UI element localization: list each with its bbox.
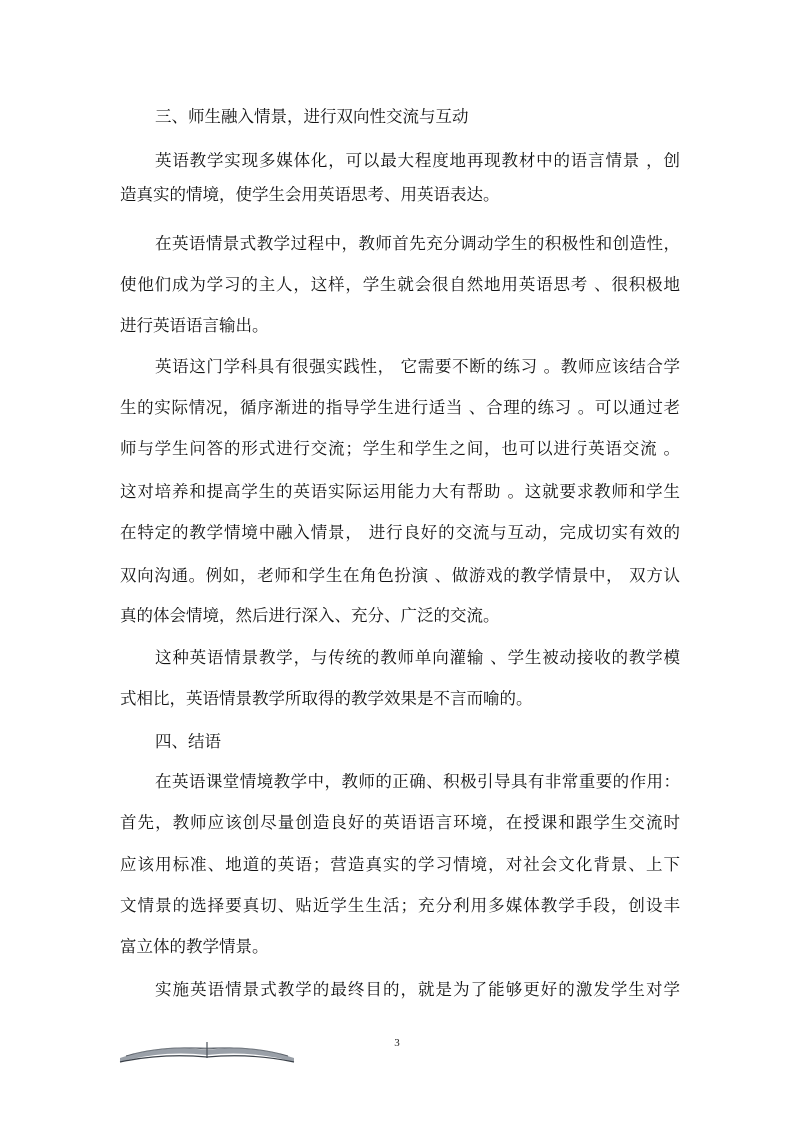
paragraph-line: 在特定的教学情境中融入情景， 进行良好的交流与互动，完成切实有效的 <box>120 523 680 542</box>
section-heading-4: 四、结语 <box>155 732 221 751</box>
section-heading-3: 三、师生融入情景，进行双向性交流与互动 <box>155 107 469 126</box>
paragraph-line: 英语这门学科具有很强实践性， 它需要不断的练习 。教师应该结合学 <box>155 357 680 376</box>
paragraph-line: 使他们成为学习的主人，这样，学生就会很自然地用英语思考 、很积极地 <box>120 275 680 294</box>
paragraph-line: 进行英语语言输出。 <box>120 316 269 335</box>
paragraph-line: 英语教学实现多媒体化，可以最大程度地再现教材中的语言情景 ，创 <box>155 151 680 170</box>
paragraph-line: 式相比，英语情景教学所取得的教学效果是不言而喻的。 <box>120 689 533 708</box>
paragraph-line: 富立体的教学情景。 <box>120 937 269 956</box>
paragraph-line: 在英语课堂情境教学中，教师的正确、积极引导具有非常重要的作用： <box>155 772 680 791</box>
paragraph-line: 实施英语情景式教学的最终目的，就是为了能够更好的激发学生对学 <box>155 980 680 999</box>
paragraph-line: 真的体会情境，然后进行深入、充分、广泛的交流。 <box>120 606 500 625</box>
paragraph-line: 双向沟通。例如，老师和学生在角色扮演 、做游戏的教学情景中， 双方认 <box>120 566 680 585</box>
paragraph-line: 师与学生问答的形式进行交流；学生和学生之间，也可以进行英语交流 。 <box>120 439 680 458</box>
paragraph-line: 在英语情景式教学过程中，教师首先充分调动学生的积极性和创造性， <box>155 234 680 253</box>
paragraph-line: 首先，教师应该创尽量创造良好的英语语言环境，在授课和跟学生交流时 <box>120 813 680 832</box>
paragraph-line: 生的实际情况，循序渐进的指导学生进行适当 、合理的练习 。可以通过老 <box>120 398 680 417</box>
paragraph-line: 这对培养和提高学生的英语实际运用能力大有帮助 。这就要求教师和学生 <box>120 482 680 501</box>
paragraph-line: 这种英语情景教学，与传统的教师单向灌输 、学生被动接收的教学模 <box>155 648 680 667</box>
page-number: 3 <box>394 1037 400 1049</box>
paragraph-line: 应该用标准、地道的英语；营造真实的学习情境，对社会文化背景、上下 <box>120 855 680 874</box>
paragraph-line: 文情景的选择要真切、贴近学生生活；充分利用多媒体教学手段，创设丰 <box>120 896 680 915</box>
open-book-icon <box>112 1036 302 1066</box>
paragraph-line: 造真实的情境，使学生会用英语思考、用英语表达。 <box>120 185 500 204</box>
